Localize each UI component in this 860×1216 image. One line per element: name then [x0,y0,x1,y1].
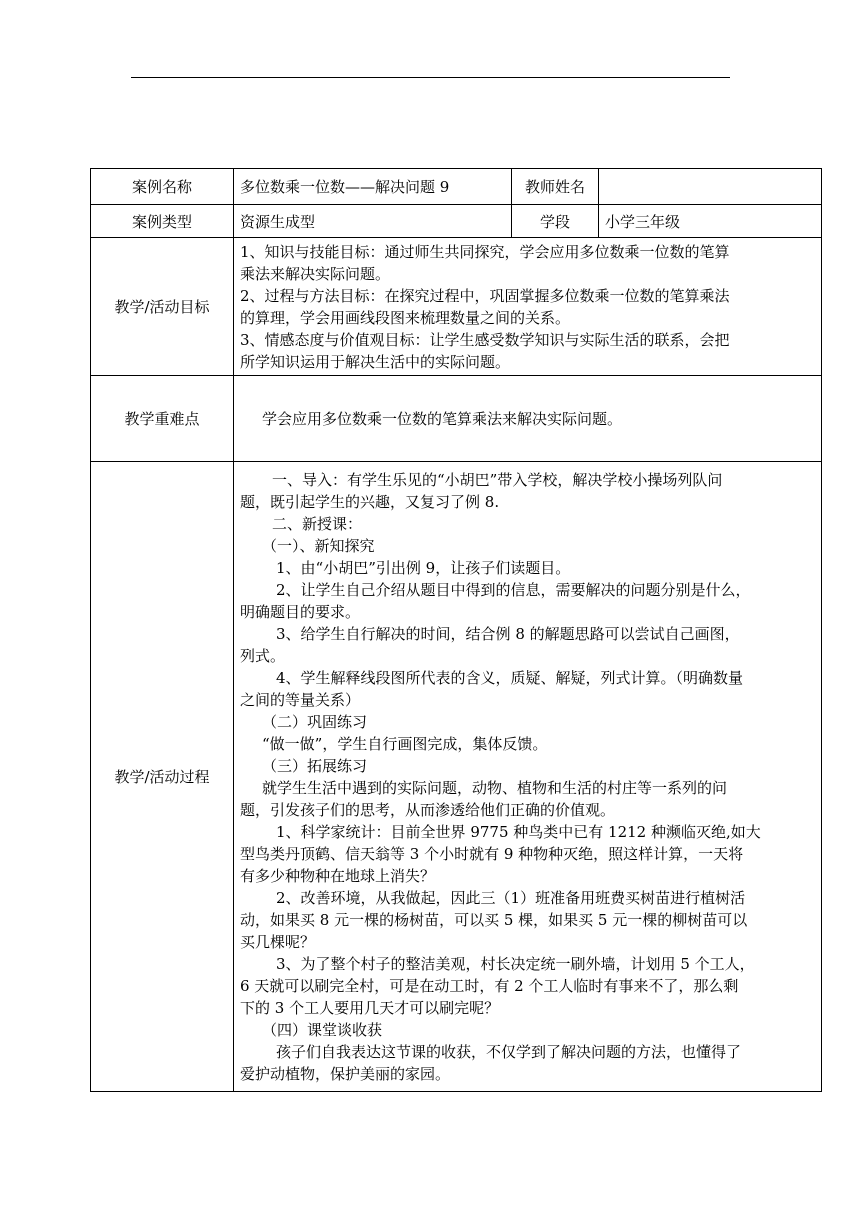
case-name-value: 多位数乘一位数——解决问题 9 [234,169,512,205]
process-line: （三）拓展练习 [262,756,368,775]
goals-line: 1、知识与技能目标：通过师生共同探究，学会应用多位数乘一位数的笔算 [240,242,730,261]
process-line: 题，引发孩子们的思考，从而渗透给他们正确的价值观。 [240,800,616,819]
process-line: 1、由“小胡巴”引出例 9，让孩子们读题目。 [276,558,571,577]
process-line: 题，既引起学生的兴趣，又复习了例 8. [240,492,500,511]
process-label: 教学/活动过程 [91,462,234,1092]
case-name-label: 案例名称 [91,169,234,205]
teacher-name-value [599,169,822,205]
process-line: 二、新授课： [272,514,363,533]
process-line: （二）巩固练习 [262,712,368,731]
key-points-label: 教学重难点 [91,376,234,462]
process-line: 2、改善环境，从我做起，因此三（1）班准备用班费买树苗进行植树活 [276,888,746,907]
row-case-name [91,169,822,205]
row-goals [91,238,822,376]
process-line: 3、为了整个村子的整洁美观，村长决定统一刷外墙，计划用 5 个工人， [276,954,755,973]
process-line: 列式。 [240,646,286,665]
process-line: 有多少种物种在地球上消失？ [240,866,436,885]
header-rule [131,77,730,78]
goals-line: 3、情感态度与价值观目标：让学生感受数学知识与实际生活的联系，会把 [240,330,730,349]
row-key-points [91,376,822,462]
process-line: 就学生生活中遇到的实际问题，动物、植物和生活的村庄等一系列的问 [262,778,728,797]
process-line: 孩子们自我表达这节课的收获，不仅学到了解决问题的方法，也懂得了 [276,1042,742,1061]
process-content [234,462,822,1092]
row-process [91,462,822,1092]
process-line: （一）、新知探究 [262,536,375,555]
goals-line: 2、过程与方法目标：在探究过程中，巩固掌握多位数乘一位数的笔算乘法 [240,286,730,305]
process-line: （四）课堂谈收获 [262,1020,383,1039]
process-line: 3、给学生自行解决的时间，结合例 8 的解题思路可以尝试自己画图， [276,624,740,643]
process-line: 明确题目的要求。 [240,602,361,621]
process-line: 4、学生解释线段图所代表的含义，质疑、解疑，列式计算。（明确数量 [276,668,744,687]
lesson-case-table [90,168,822,1092]
process-line: 动，如果买 8 元一棵的杨树苗，可以买 5 棵，如果买 5 元一棵的柳树苗可以 [240,910,748,929]
goals-label: 教学/活动目标 [91,238,234,376]
key-points-content [234,376,822,462]
process-line: 爱护动植物，保护美丽的家园。 [240,1064,451,1083]
case-type-value: 资源生成型 [234,205,512,238]
process-line: 之间的等量关系） [240,690,361,709]
process-line: 2、让学生自己介绍从题目中得到的信息，需要解决的问题分别是什么， [276,580,751,599]
grade-level-label: 学段 [512,205,599,238]
key-points-text: 学会应用多位数乘一位数的笔算乘法来解决实际问题。 [262,409,623,428]
process-line: 一、导入：有学生乐见的“小胡巴”带入学校，解决学校小操场列队问 [272,470,723,489]
case-type-label: 案例类型 [91,205,234,238]
process-line: 6 天就可以刷完全村，可是在动工时，有 2 个工人临时有事来不了，那么剩 [240,976,739,995]
row-case-type [91,205,822,238]
process-line: 1、科学家统计：目前全世界 9775 种鸟类中已有 1212 种濒临灭绝,如大 [276,822,761,841]
goals-line: 的算理，学会用画线段图来梳理数量之间的关系。 [240,308,571,327]
grade-level-value: 小学三年级 [599,205,822,238]
teacher-name-label: 教师姓名 [512,169,599,205]
process-line: 下的 3 个工人要用几天才可以刷完呢？ [240,998,500,1017]
process-line: “做一做”，学生自行画图完成，集体反馈。 [262,734,548,753]
process-line: 买几棵呢？ [240,932,316,951]
process-line: 型鸟类丹顶鹤、信天翁等 3 个小时就有 9 种物种灭绝，照这样计算，一天将 [240,844,744,863]
goals-line: 乘法来解决实际问题。 [240,264,391,283]
goals-content [234,238,822,376]
goals-line: 所学知识运用于解决生活中的实际问题。 [240,352,511,371]
